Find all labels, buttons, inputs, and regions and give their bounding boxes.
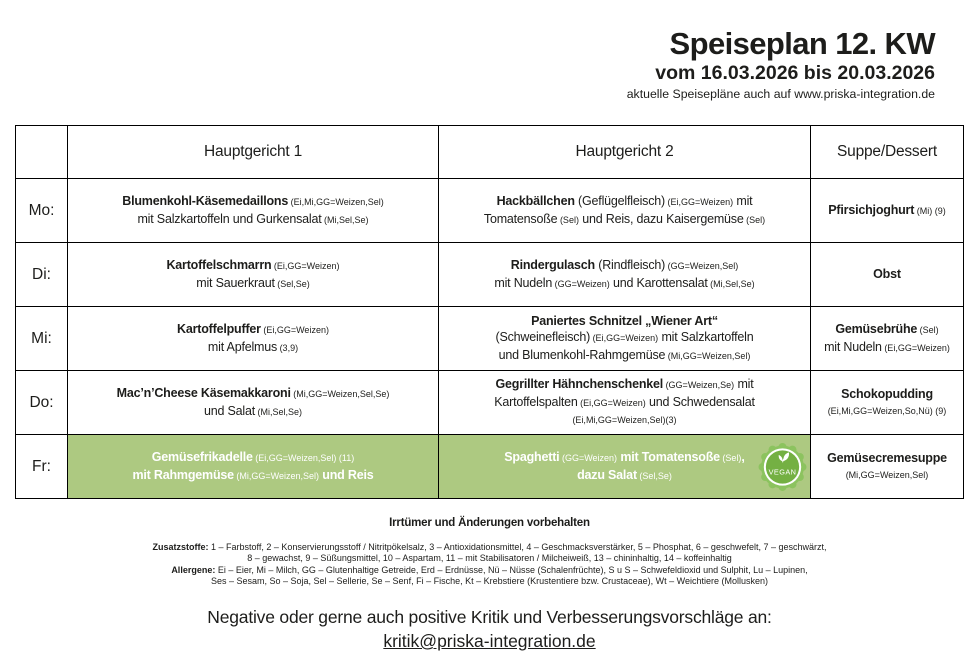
day-label: Mi: xyxy=(16,307,68,371)
menu-cell-main2 xyxy=(439,307,811,371)
dish-line: mit Sauerkraut (Sel,Se) xyxy=(196,275,310,290)
dish-line: und Salat (Mi,Sel,Se) xyxy=(203,403,303,418)
column-header: Suppe/Dessert xyxy=(811,126,964,179)
dish-line: mit Nudeln (Ei,GG=Weizen) xyxy=(824,339,950,354)
dish-line: Schokopudding xyxy=(841,386,933,401)
dish-line: Paniertes Schnitzel „Wiener Art“ xyxy=(531,313,718,328)
menu-row xyxy=(16,307,964,371)
additives-label: Zusatzstoffe: xyxy=(152,542,209,552)
allergens-label: Allergene: xyxy=(171,565,216,575)
email-row xyxy=(0,631,979,652)
menu-row xyxy=(16,371,964,435)
menu-cell-main1 xyxy=(68,179,439,243)
column-header: Hauptgericht 2 xyxy=(439,126,811,179)
menu-row xyxy=(16,243,964,307)
menu-cell-main1 xyxy=(68,307,439,371)
dish-line: Kartoffelspalten (Ei,GG=Weizen) und Schwedensalat xyxy=(494,394,755,409)
dish-line: Hackbällchen (Geflügelfleisch) (Ei,GG=Weizen) mit xyxy=(496,194,753,208)
dish-line: Rindergulasch (Rindfleisch) (GG=Weizen,Sel) xyxy=(510,258,739,272)
dish-line: (Schweinefleisch) (Ei,GG=Weizen) mit Salzkartoffeln xyxy=(495,330,754,345)
dish-line: mit Apfelmus (3,9) xyxy=(207,339,299,354)
dish-line: Pfirsichjoghurt (Mi) (9) xyxy=(828,202,946,217)
website-note: aktuelle Speisepläne auch auf www.priska-integration.de xyxy=(626,87,935,101)
dish-line: Kartoffelpuffer (Ei,GG=Weizen) xyxy=(177,322,329,336)
dish-line: dazu Salat (Sel,Se) xyxy=(577,467,672,482)
menu-cell-dessert xyxy=(811,243,964,307)
document-header xyxy=(627,26,935,102)
menu-cell-main2 xyxy=(439,371,811,435)
menu-table-head xyxy=(16,126,964,179)
menu-cell-dessert xyxy=(811,307,964,371)
dish-line: mit Salzkartoffeln und Gurkensalat (Mi,Sel,Se) xyxy=(137,211,369,226)
dish-line: mit Nudeln (GG=Weizen) und Karottensalat (Mi,Sel,Se) xyxy=(494,275,755,290)
menu-cell-main2 xyxy=(439,435,811,499)
dish-line: (Mi,GG=Weizen,Sel) xyxy=(845,470,929,480)
dish-line: Blumenkohl-Käsemedaillons (Ei,Mi,GG=Weizen,Sel) xyxy=(122,194,384,208)
day-label: Mo: xyxy=(16,179,68,243)
disclaimer-text: Irrtümer und Änderungen vorbehalten xyxy=(389,517,590,529)
dish-line: Spaghetti (GG=Weizen) mit Tomatensoße (Sel), xyxy=(504,450,745,464)
dish-line: (Ei,Mi,GG=Weizen,Sel)(3) xyxy=(572,415,677,426)
vegan-badge xyxy=(758,442,807,491)
dish-line: Gemüsefrikadelle (Ei,GG=Weizen,Sel) (11) xyxy=(151,450,355,464)
vegan-badge-label: VEGAN xyxy=(768,467,797,477)
menu-cell-dessert xyxy=(811,179,964,243)
dish-line: Mac’n’Cheese Käsemakkaroni (Mi,GG=Weizen,Sel,Se) xyxy=(116,386,390,400)
menu-cell-main1 xyxy=(68,371,439,435)
additives-line-1: 1 – Farbstoff, 2 – Konservierungsstoff / Nitritpökelsalz, 3 – Antioxidationsmittel, 4 – Geschmacksverstärker, 5 – Phosphat, 6 – geschwefelt, 7 – geschwärzt, xyxy=(211,542,827,552)
menu-cell-dessert xyxy=(811,371,964,435)
dish-line: mit Rahmgemüse (Mi,GG=Weizen,Sel) und Reis xyxy=(132,467,374,482)
dish-line: Obst xyxy=(873,267,901,282)
menu-cell-main1 xyxy=(68,435,439,499)
menu-cell-main2 xyxy=(439,243,811,307)
menu-row xyxy=(16,435,964,499)
dish-line: Gegrillter Hähnchenschenkel (GG=Weizen,Se) mit xyxy=(495,377,754,392)
allergens-legend xyxy=(0,565,979,588)
dish-line: Gemüsecremesuppe xyxy=(827,450,947,465)
day-label: Do: xyxy=(16,371,68,435)
email-link[interactable]: kritik@priska-integration.de xyxy=(383,631,596,651)
page-title: Speiseplan 12. KW xyxy=(669,26,935,61)
vegan-badge-graphic xyxy=(758,442,807,491)
allergens-line-2: Ses – Sesam, So – Soja, Sel – Sellerie, Se – Senf, Fi – Fische, Kt – Krebstiere (Krustentiere bzw. Crustaceae), Wt – Weichtiere (Mollusken) xyxy=(210,576,769,587)
day-label: Di: xyxy=(16,243,68,307)
dish-line: Tomatensoße (Sel) und Reis, dazu Kaisergemüse (Sel) xyxy=(483,211,766,226)
allergens-line-1: Ei – Eier, Mi – Milch, GG – Glutenhaltige Getreide, Erd – Erdnüsse, Nü – Nüsse (Schalenfrüchte), S u S – Schwefeldioxid und Sulphit, Lu – Lupinen, xyxy=(217,565,808,575)
dish-line: Kartoffelschmarrn (Ei,GG=Weizen) xyxy=(166,258,340,272)
column-header xyxy=(16,126,68,179)
menu-table xyxy=(15,125,964,499)
feedback-text: Negative oder gerne auch positive Kritik und Verbesserungsvorschläge an: xyxy=(207,607,772,627)
dish-line: Gemüsebrühe (Sel) xyxy=(835,322,939,336)
menu-cell-dessert xyxy=(811,435,964,499)
menu-table-body xyxy=(16,179,964,499)
dish-line: (Ei,Mi,GG=Weizen,So,Nü) (9) xyxy=(827,406,947,416)
day-label: Fr: xyxy=(16,435,68,499)
menu-row xyxy=(16,179,964,243)
date-range: vom 16.03.2026 bis 20.03.2026 xyxy=(655,62,935,84)
dish-line: und Blumenkohl-Rahmgemüse (Mi,GG=Weizen,Sel) xyxy=(498,347,751,362)
additives-legend xyxy=(0,542,979,565)
column-header: Hauptgericht 1 xyxy=(68,126,439,179)
menu-cell-main2 xyxy=(439,179,811,243)
header-row xyxy=(16,126,964,179)
menu-cell-main1 xyxy=(68,243,439,307)
additives-line-2: 8 – gewachst, 9 – Süßungsmittel, 10 – Aspartam, 11 – mit Stabilisatoren / Milcheiweiß, 13 – chininhaltig, 14 – koffeinhaltig xyxy=(247,553,732,564)
